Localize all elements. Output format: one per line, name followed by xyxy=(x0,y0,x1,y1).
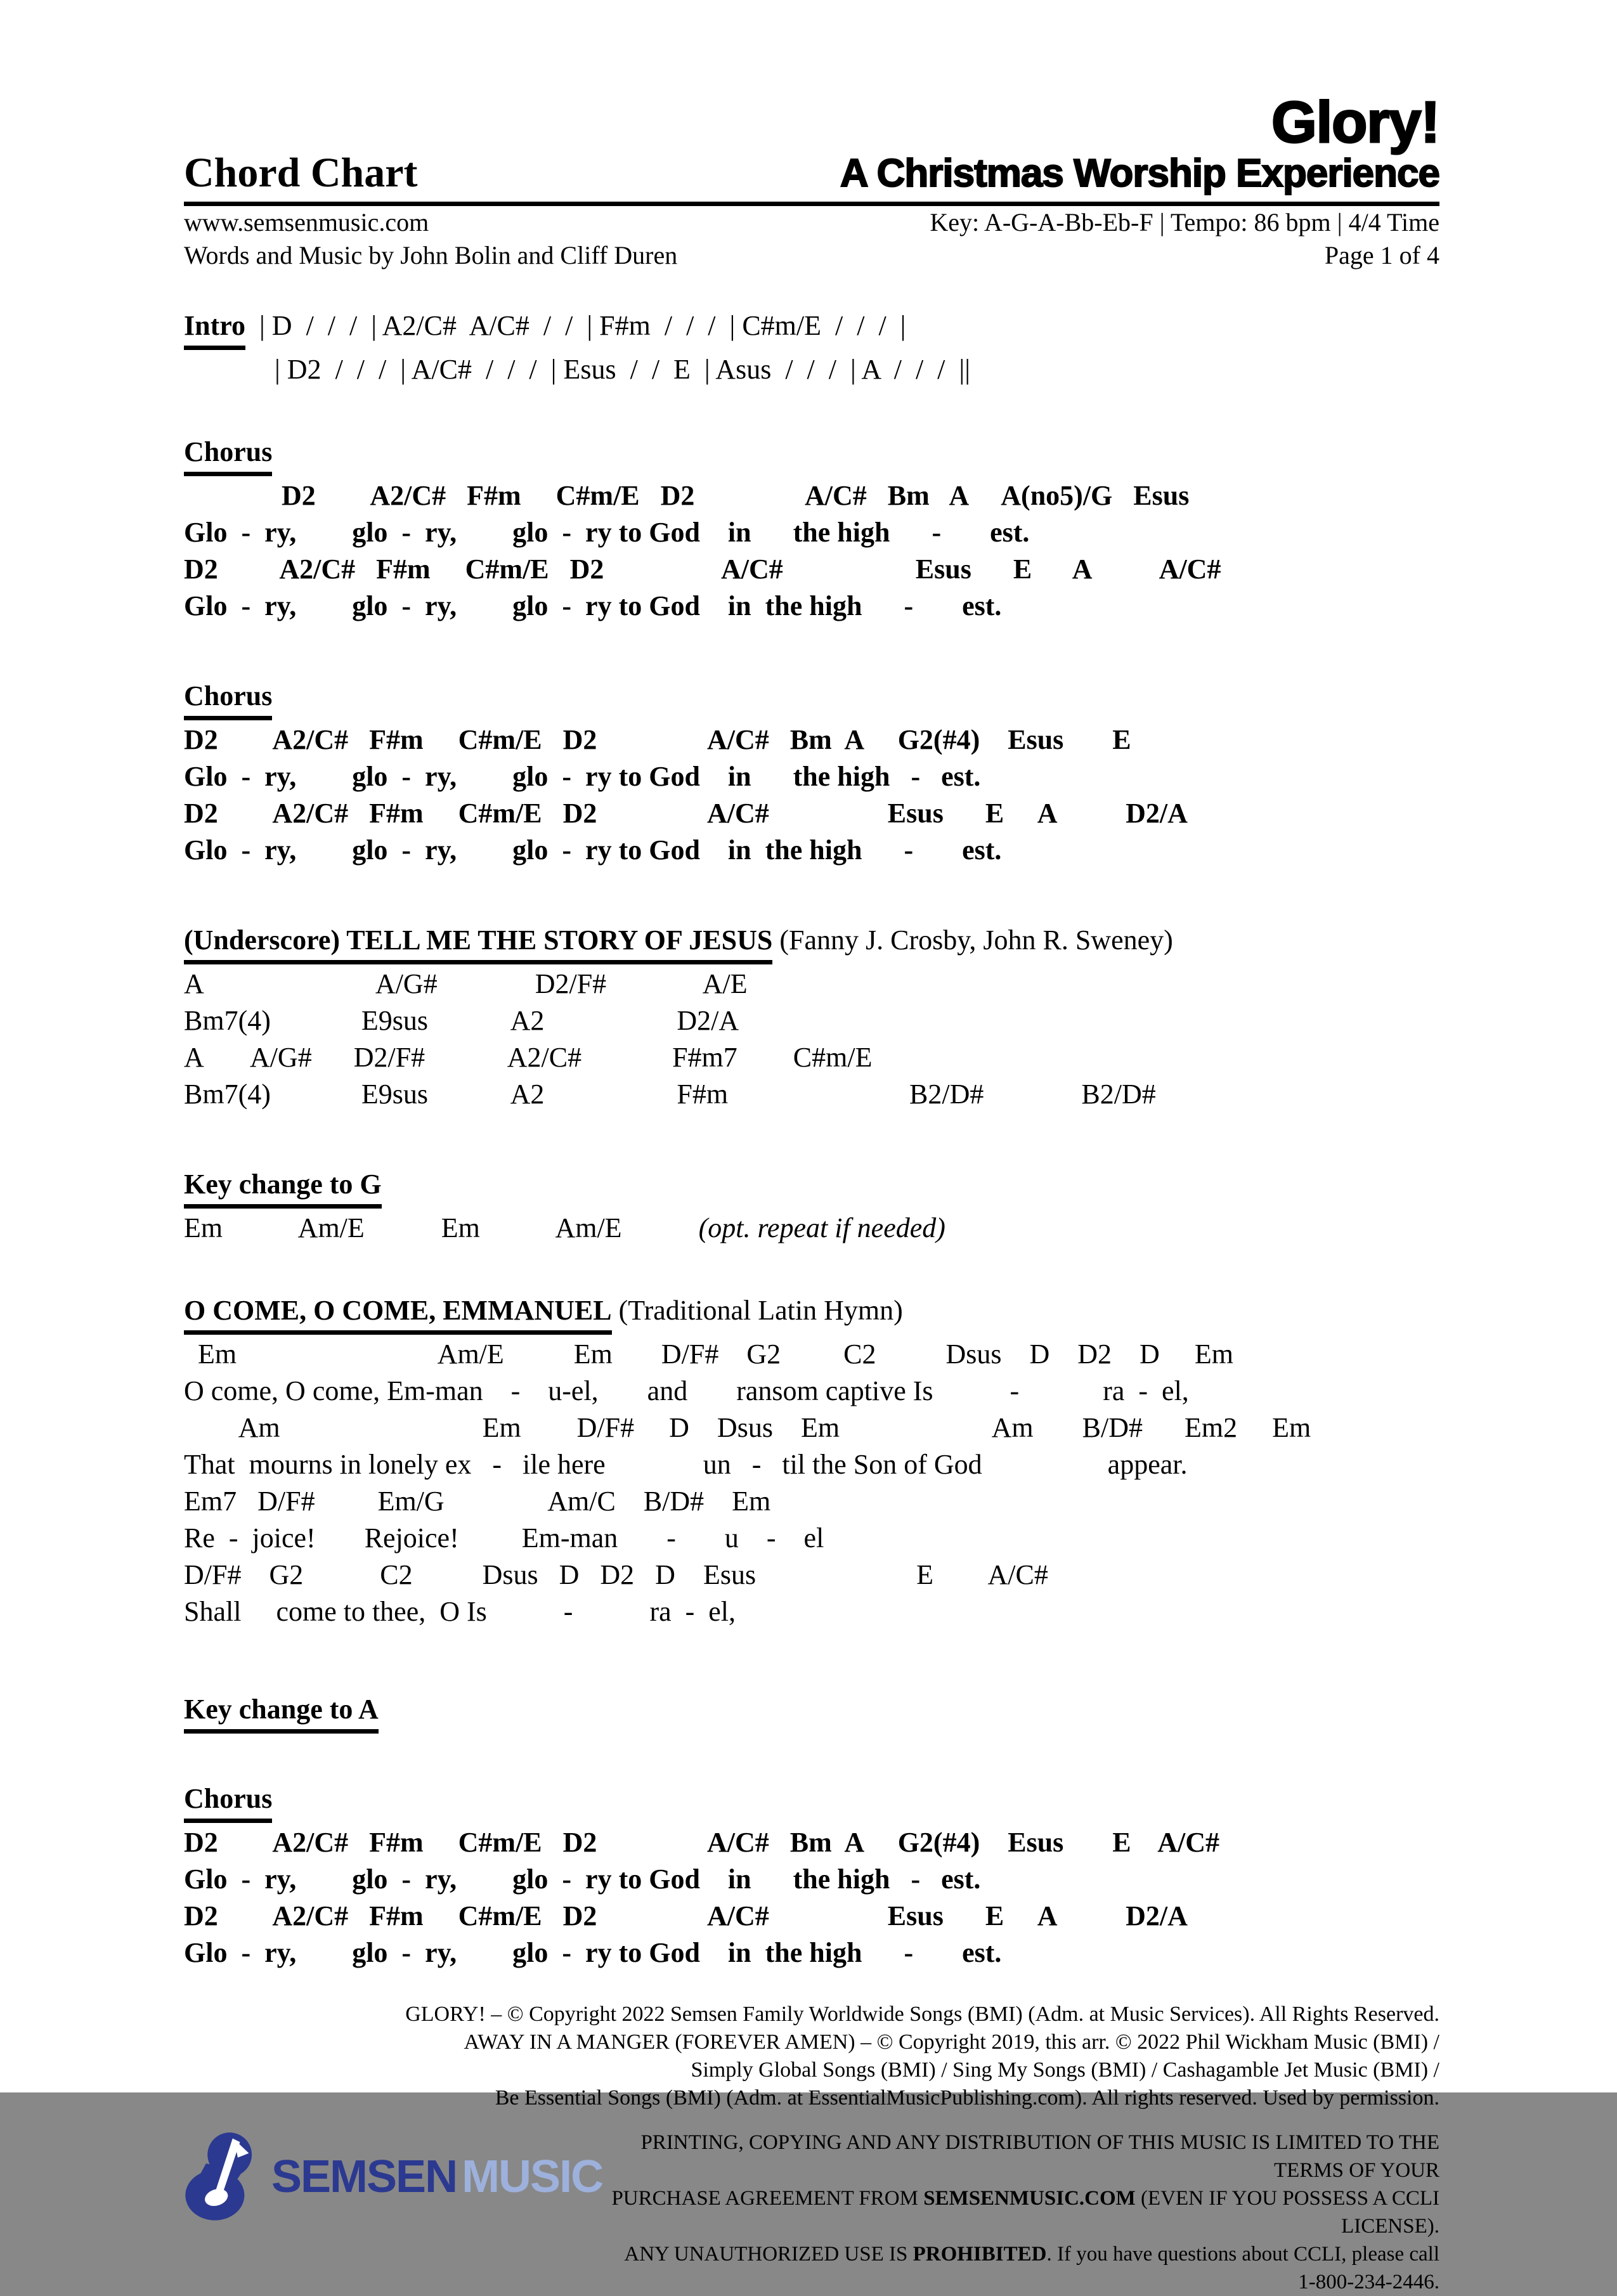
logo-wordmark-secondary: MUSIC xyxy=(462,2151,603,2203)
copyright-block xyxy=(184,2001,1439,2112)
chorus-3-section xyxy=(184,1780,1439,1971)
header-title-row xyxy=(184,90,1439,197)
section-label-chorus: Chorus xyxy=(184,434,272,476)
lyric-line: Glo - ry, glo - ry, glo - ry to God in the high - est. xyxy=(184,517,1030,548)
notice-line xyxy=(602,2240,1439,2296)
lyric-line: Glo - ry, glo - ry, glo - ry to God in the high - est. xyxy=(184,590,1002,622)
section-label-intro: Intro xyxy=(184,308,245,350)
ocome-song-title: O COME, O COME, EMMANUEL xyxy=(184,1292,612,1335)
section-heading xyxy=(184,1780,1439,1824)
key-tempo-info: Key: A-G-A-Bb-Eb-F | Tempo: 86 bpm | 4/4 Time xyxy=(930,208,1439,237)
lyric-line: Shall come to thee, O Is - ra - el, xyxy=(184,1596,736,1628)
repeat-note: (opt. repeat if needed) xyxy=(698,1212,945,1244)
chord-line: Bm7(4) E9sus A2 F#m B2/D# B2/D# xyxy=(184,1079,1156,1110)
section-heading xyxy=(184,1691,1439,1735)
chord-line xyxy=(184,1210,1439,1247)
key-change-g-label: Key change to G xyxy=(184,1166,382,1209)
underscore-song-title: (Underscore) TELL ME THE STORY OF JESUS xyxy=(184,922,772,964)
chord-line: Em Am/E Em D/F# G2 C2 Dsus D D2 D Em xyxy=(184,1339,1233,1370)
semsen-music-logo xyxy=(184,2132,602,2221)
notice-line xyxy=(602,2129,1439,2184)
section-heading xyxy=(184,434,1439,477)
notice-text: PURCHASE AGREEMENT FROM xyxy=(611,2187,924,2210)
copyright-line: Simply Global Songs (BMI) / Sing My Songs (BMI) / Cashagamble Jet Music (BMI) / xyxy=(691,2058,1439,2082)
lyric-line: Glo - ry, glo - ry, glo - ry to God in the high - est. xyxy=(184,1864,981,1895)
key-change-a-section xyxy=(184,1691,1439,1735)
chord-line: D2 A2/C# F#m C#m/E D2 A/C# Bm A A(no5)/G Esus xyxy=(184,480,1190,512)
page-header xyxy=(184,90,1439,272)
copyright-line: GLORY! – © Copyright 2022 Semsen Family Worldwide Songs (BMI) (Adm. at Music Services). All Rights Reserved. xyxy=(405,2002,1439,2027)
chord-line: | D / / / | A2/C# A/C# / / | F#m / / / | C#m/E / / / | xyxy=(245,310,906,342)
chord-line: D2 A2/C# F#m C#m/E D2 A/C# Esus E A A/C# xyxy=(184,554,1221,585)
chord-line: A A/G# D2/F# A/E xyxy=(184,968,748,1000)
section-label-chorus: Chorus xyxy=(184,1780,272,1823)
chord-line: A A/G# D2/F# A2/C# F#m7 C#m/E xyxy=(184,1042,873,1073)
chord-line: D2 A2/C# F#m C#m/E D2 A/C# Bm A G2(#4) Esus E xyxy=(184,724,1131,756)
website-text: www.semsenmusic.com xyxy=(184,208,429,237)
section-heading xyxy=(184,1166,1439,1210)
notice-text: PRINTING, COPYING AND ANY DISTRIBUTION OF THIS MUSIC IS LIMITED TO THE TERMS OF YOUR xyxy=(640,2131,1439,2182)
song-title-block xyxy=(840,90,1439,196)
section-heading xyxy=(184,922,1439,966)
notice-text: (EVEN IF YOU POSSESS A CCLI LICENSE). xyxy=(1135,2187,1439,2238)
ocome-song-authors: (Traditional Latin Hymn) xyxy=(611,1295,903,1326)
header-divider xyxy=(184,202,1439,206)
usage-notice-block xyxy=(602,2129,1439,2296)
song-subtitle: A Christmas Worship Experience xyxy=(840,152,1439,196)
notice-text-bold: SEMSENMUSIC.COM xyxy=(923,2187,1136,2210)
header-info-row-1 xyxy=(184,206,1439,239)
chord-line: Bm7(4) E9sus A2 D2/A xyxy=(184,1005,739,1037)
chord-line: D2 A2/C# F#m C#m/E D2 A/C# Esus E A D2/A xyxy=(184,1900,1188,1932)
chord-line: D2 A2/C# F#m C#m/E D2 A/C# Bm A G2(#4) Esus E A/C# xyxy=(184,1827,1219,1858)
notice-line xyxy=(602,2184,1439,2240)
intro-section xyxy=(184,308,1439,388)
section-heading xyxy=(184,1292,1439,1336)
chart-body xyxy=(184,308,1439,1971)
lyric-line: Glo - ry, glo - ry, glo - ry to God in the high - est. xyxy=(184,1937,1002,1969)
page-number: Page 1 of 4 xyxy=(1324,241,1439,270)
underscore-section xyxy=(184,922,1439,1113)
chord-text: Em Am/E Em Am/E xyxy=(184,1212,699,1244)
chord-line: D/F# G2 C2 Dsus D D2 D Esus E A/C# xyxy=(184,1559,1048,1591)
page-footer xyxy=(184,2001,1439,2296)
document-type-title: Chord Chart xyxy=(184,150,418,197)
chord-line: D2 A2/C# F#m C#m/E D2 A/C# Esus E A D2/A xyxy=(184,798,1188,829)
lyric-line: Glo - ry, glo - ry, glo - ry to God in the high - est. xyxy=(184,761,981,793)
copyright-line: Be Essential Songs (BMI) (Adm. at EssentialMusicPublishing.com). All rights reserved. Used by permission. xyxy=(495,2086,1439,2110)
lyric-line: O come, O come, Em-man - u-el, and ransom captive Is - ra - el, xyxy=(184,1375,1189,1407)
key-change-g-section xyxy=(184,1166,1439,1247)
credits-text: Words and Music by John Bolin and Cliff Duren xyxy=(184,241,678,270)
ocome-section xyxy=(184,1292,1439,1630)
music-note-icon xyxy=(184,2132,265,2221)
intro-line-1 xyxy=(184,308,1439,351)
key-change-a-label: Key change to A xyxy=(184,1691,379,1734)
section-label-chorus: Chorus xyxy=(184,678,272,720)
chord-line: Am Em D/F# D Dsus Em Am B/D# Em2 Em xyxy=(184,1412,1311,1444)
copyright-line: AWAY IN A MANGER (FOREVER AMEN) – © Copyright 2019, this arr. © 2022 Phil Wickham Music (BMI) / xyxy=(464,2030,1439,2054)
underscore-song-authors: (Fanny J. Crosby, John R. Sweney) xyxy=(772,924,1173,956)
chorus-2-section xyxy=(184,678,1439,869)
header-info-row-2 xyxy=(184,239,1439,272)
chord-line: Em7 D/F# Em/G Am/C B/D# Em xyxy=(184,1486,771,1517)
lyric-line: Glo - ry, glo - ry, glo - ry to God in the high - est. xyxy=(184,834,1002,866)
notice-text: . If you have questions about CCLI, please call 1-800-234-2446. xyxy=(1046,2243,1439,2294)
section-heading xyxy=(184,678,1439,722)
lyric-line: Re - joice! Rejoice! Em-man - u - el xyxy=(184,1522,824,1554)
logo-wordmark xyxy=(271,2151,603,2203)
notice-text: ANY UNAUTHORIZED USE IS xyxy=(624,2243,913,2266)
chorus-1-section xyxy=(184,434,1439,625)
footer-bottom-row xyxy=(184,2129,1439,2296)
song-title: Glory! xyxy=(1271,90,1439,155)
notice-text-bold: PROHIBITED xyxy=(912,2243,1047,2266)
lyric-line: That mourns in lonely ex - ile here un - til the Son of God appear. xyxy=(184,1449,1188,1481)
chord-line: | D2 / / / | A/C# / / / | Esus / / E | Asus / / / | A / / / || xyxy=(184,354,971,386)
logo-wordmark-primary: SEMSEN xyxy=(271,2151,457,2203)
